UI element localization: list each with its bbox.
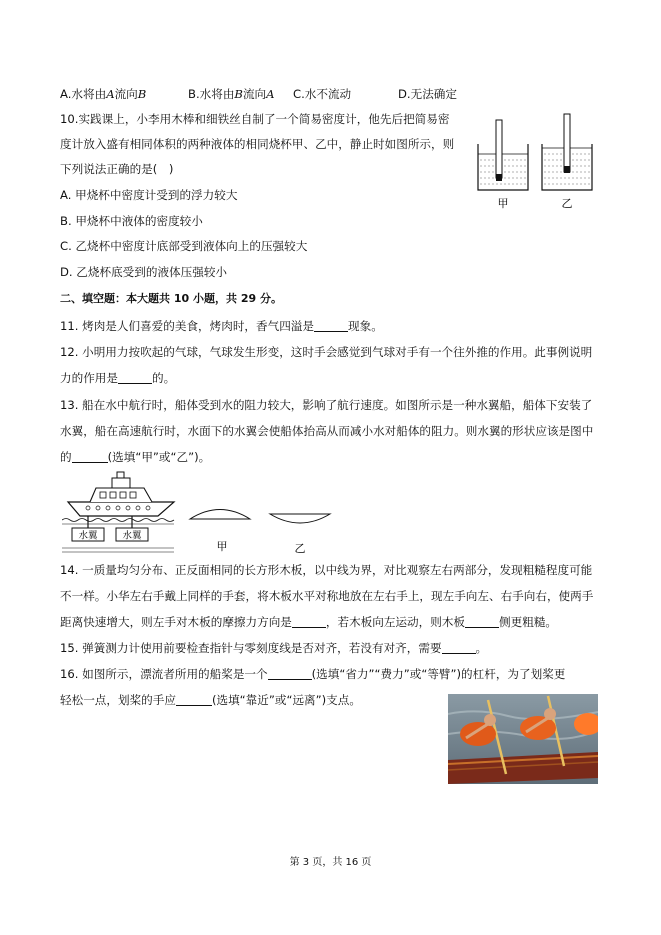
q9-option-a: A.水将由A流向B [60,87,147,101]
q10-stem-line3: 下列说法正确的是( ) [60,162,174,176]
q16-line2: 轻松一点，划桨的手应 (选填“靠近”或“远离”)支点。 [60,693,361,707]
wing-label-2: 水翼 [122,530,142,542]
q12-line2: 力的作用是 的。 [60,371,176,385]
hydrometer-figure [470,112,600,212]
answer-blank [465,615,499,628]
section-heading: 二、填空题：本大题共 10 小题，共 29 分。 [60,292,282,305]
q13-line2: 水翼，船在高速航行时，水面下的水翼会使船体抬高从而减小水对船体的阻力。则水翼的形状应该是图中 [60,424,594,438]
answer-blank [72,450,108,463]
fig-label-yi: 乙 [561,197,573,210]
answer-blank [176,693,212,706]
q13-line3: 的 (选填“甲”或“乙”)。 [60,450,211,464]
hydrofoil-figure [62,470,352,560]
q14-line2: 不一样。小华左右手戴上同样的手套，将木板水平对称地放在左右手上，现左手向左、右手向右，使两手 [60,589,594,603]
q10-option-a: A. 甲烧杯中密度计受到的浮力较大 [60,188,238,202]
q9-option-c: C.水不流动 [293,87,352,101]
foil-label-jia: 甲 [216,540,228,553]
answer-blank [268,667,312,680]
answer-blank [442,641,476,654]
q9-option-d: D.无法确定 [398,87,457,101]
page-number: 第 3 页，共 16 页 [289,857,372,868]
q10-option-c: C. 乙烧杯中密度计底部受到液体向上的压强较大 [60,239,308,253]
q10-option-d: D. 乙烧杯底受到的液体压强较小 [60,265,228,279]
q12-line1: 12. 小明用力按吹起的气球，气球发生形变，这时手会感觉到气球对手有一个往外推的作用。此事例说明 [60,345,593,359]
q14-line3: 距离快速增大，则左手对木板的摩擦力方向是 ，若木板向左运动，则木板 侧更粗糙。 [60,615,558,629]
rowers-photo [448,694,598,784]
wing-label-1: 水翼 [78,530,98,542]
q10-option-b: B. 甲烧杯中液体的密度较小 [60,214,203,228]
q9-option-b: B.水将由B流向A [188,87,275,101]
foil-label-yi: 乙 [294,542,306,555]
answer-blank [292,615,326,628]
q14-line1: 14. 一质量均匀分布、正反面相同的长方形木板，以中线为界，对比观察左右两部分，发现粗糙程度可能 [60,563,593,577]
answer-blank [118,371,152,384]
q15: 15. 弹簧测力计使用前要检查指针与零刻度线是否对齐，若没有对齐，需要 。 [60,641,488,655]
q13-line1: 13. 船在水中航行时，船体受到水的阻力较大，影响了航行速度。如图所示是一种水翼船，船体下安装了 [60,398,593,412]
q10-stem-line1: 10.实践课上，小李用木棒和细铁丝自制了一个简易密度计，他先后把简易密 [60,112,450,126]
q16-line1: 16. 如图所示，漂流者所用的船桨是一个 (选填“省力”“费力”或“等臂”)的杠杆，为了划桨更 [60,667,566,681]
q10-stem-line2: 度计放入盛有相同体积的两种液体的相同烧杯甲、乙中，静止时如图所示，则 [60,137,455,151]
q11: 11. 烤肉是人们喜爱的美食，烤肉时，香气四溢是 现象。 [60,319,383,333]
answer-blank [314,319,348,332]
fig-label-jia: 甲 [497,197,509,210]
